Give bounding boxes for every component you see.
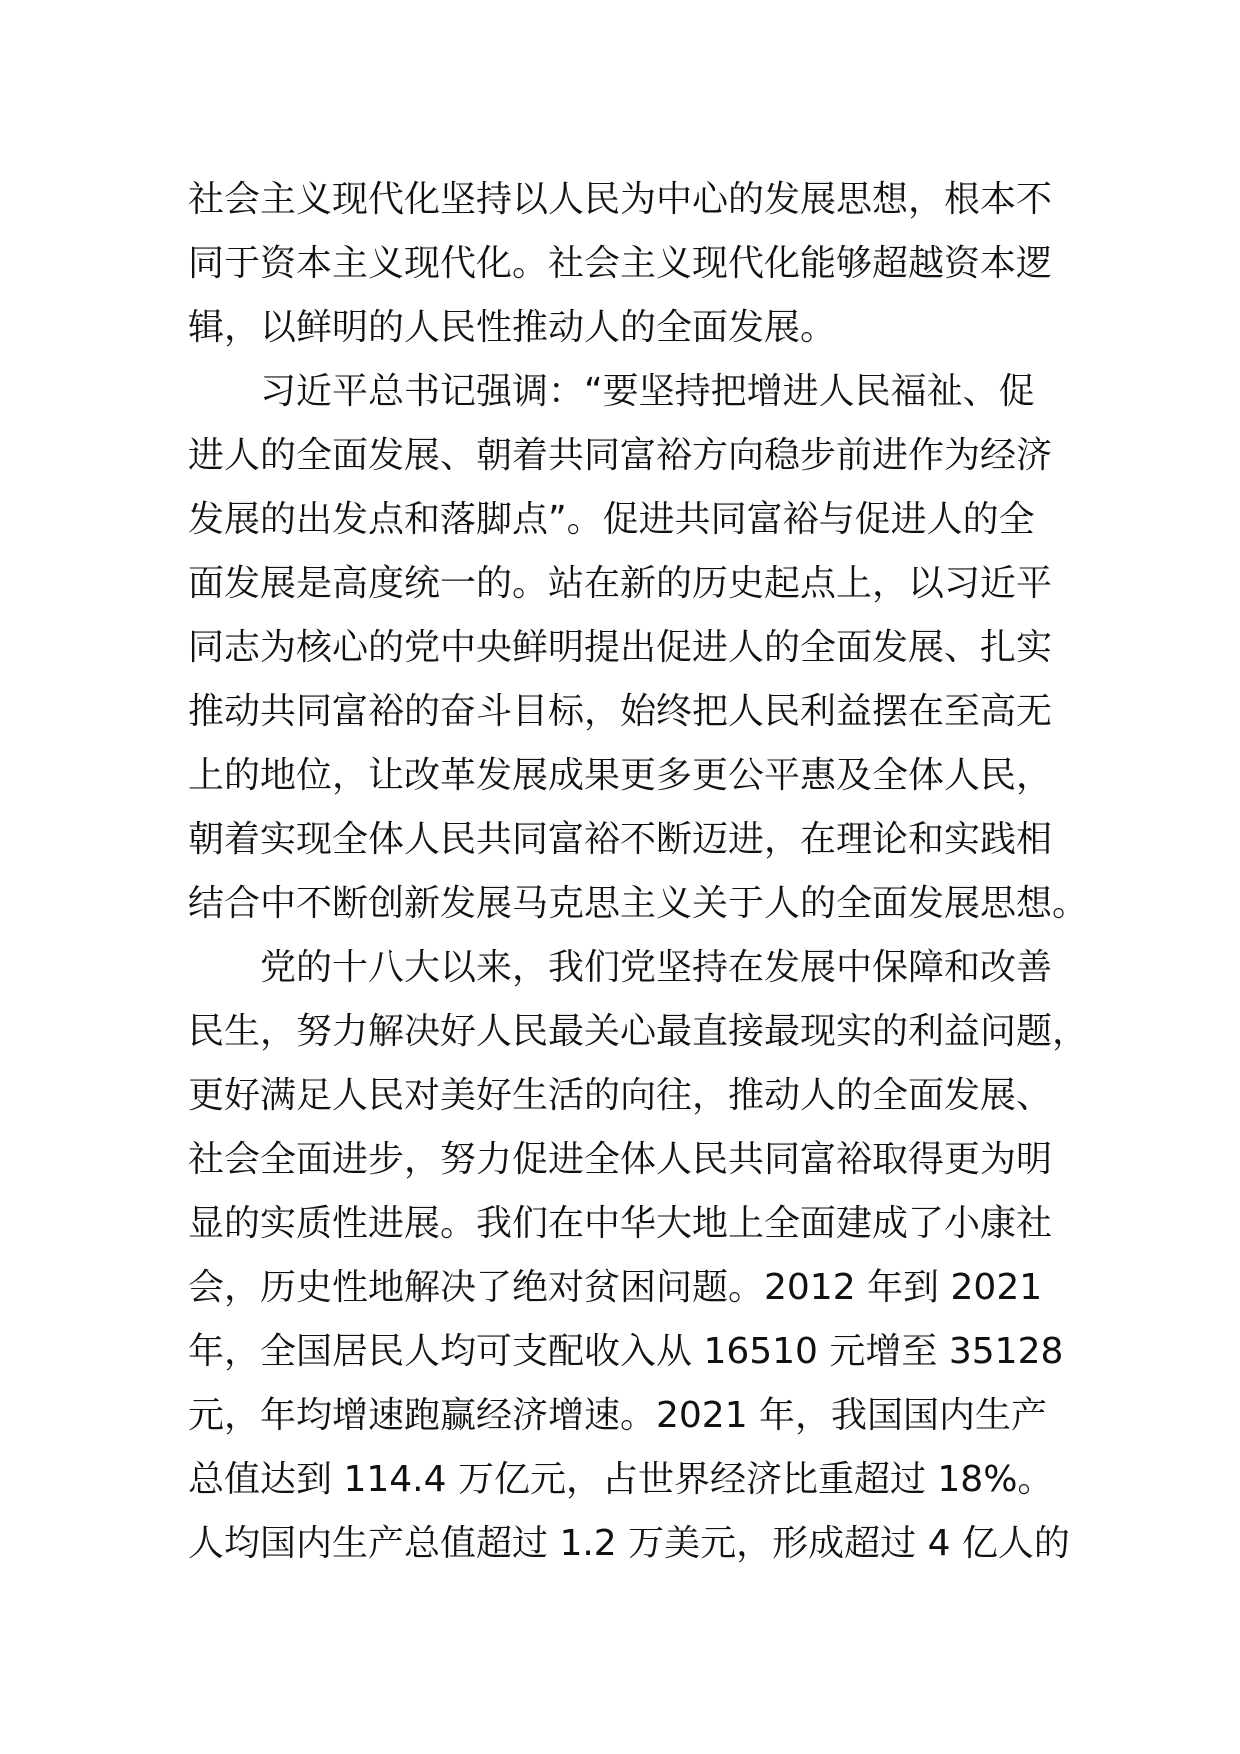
text-line: 总值达到 114.4 万亿元，占世界经济比重超过 18%。 xyxy=(188,1459,1054,1500)
text-line: 面发展是高度统一的。站在新的历史起点上，以习近平 xyxy=(188,563,1053,604)
text-line: 会，历史性地解决了绝对贫困问题。2012 年到 2021 xyxy=(188,1267,1043,1308)
text-line: 元，年均增速跑赢经济增速。2021 年，我国国内生产 xyxy=(188,1395,1048,1436)
text-line: 党的十八大以来，我们党坚持在发展中保障和改善 xyxy=(188,947,1053,988)
text-line: 社会全面进步，努力促进全体人民共同富裕取得更为明 xyxy=(188,1139,1053,1180)
text-line: 推动共同富裕的奋斗目标，始终把人民利益摆在至高无 xyxy=(188,691,1053,732)
text-line: 上的地位，让改革发展成果更多更公平惠及全体人民， xyxy=(188,755,1053,796)
text-line: 辑，以鲜明的人民性推动人的全面发展。 xyxy=(188,307,837,348)
text-line: 习近平总书记强调：“要坚持把增进人民福祉、促 xyxy=(188,371,1035,412)
text-line: 人均国内生产总值超过 1.2 万美元，形成超过 4 亿人的 xyxy=(188,1523,1070,1564)
text-line: 同于资本主义现代化。社会主义现代化能够超越资本逻 xyxy=(188,243,1053,284)
text-line: 社会主义现代化坚持以人民为中心的发展思想，根本不 xyxy=(188,179,1053,220)
text-line: 结合中不断创新发展马克思主义关于人的全面发展思想。 xyxy=(188,883,1089,924)
text-line: 民生，努力解决好人民最关心最直接最现实的利益问题， xyxy=(188,1011,1089,1052)
text-line: 朝着实现全体人民共同富裕不断迈进，在理论和实践相 xyxy=(188,819,1053,860)
text-line: 发展的出发点和落脚点”。促进共同富裕与促进人的全 xyxy=(188,499,1035,540)
body-text xyxy=(188,168,1088,1576)
text-line: 显的实质性进展。我们在中华大地上全面建成了小康社 xyxy=(188,1203,1053,1244)
text-line: 更好满足人民对美好生活的向往，推动人的全面发展、 xyxy=(188,1075,1053,1116)
text-line: 同志为核心的党中央鲜明提出促进人的全面发展、扎实 xyxy=(188,627,1053,668)
text-line: 进人的全面发展、朝着共同富裕方向稳步前进作为经济 xyxy=(188,435,1053,476)
text-line: 年，全国居民人均可支配收入从 16510 元增至 35128 xyxy=(188,1331,1064,1372)
